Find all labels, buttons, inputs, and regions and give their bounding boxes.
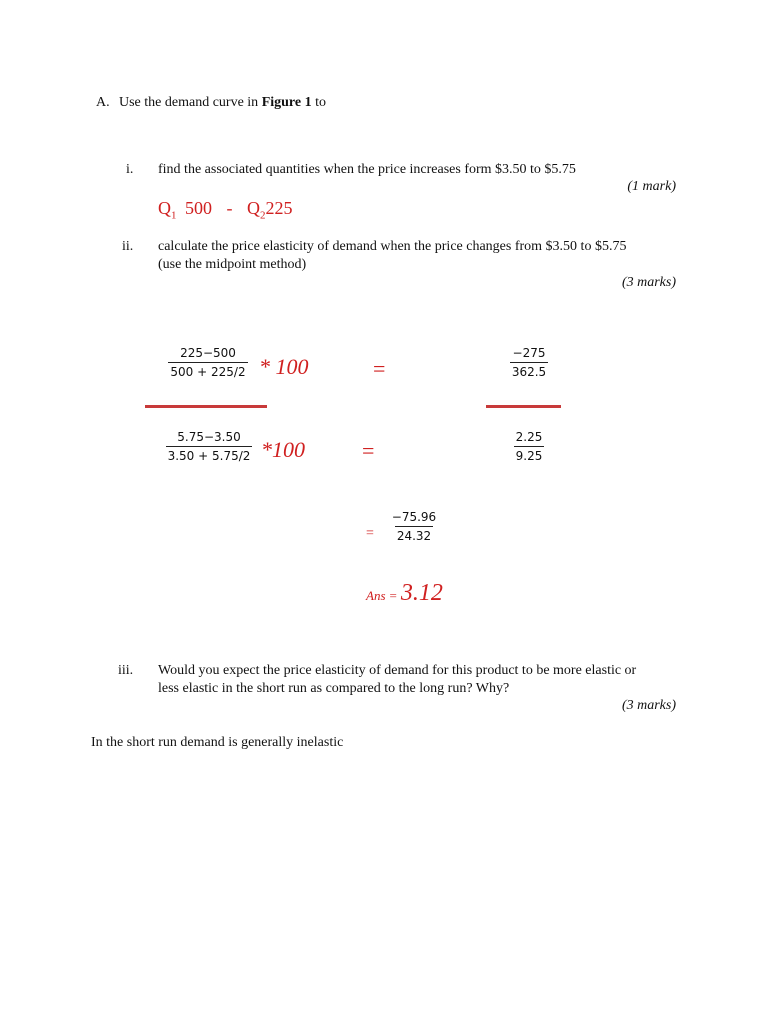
fraction-denominator: 362.5 [510,362,548,379]
intro-text-end: to [315,95,326,110]
part-iii-marks: (3 marks) [621,698,676,713]
part-iii-text-line1: Would you expect the price elasticity of demand for this product to be more elastic or [158,663,637,678]
fraction-quantity-change [166,346,250,379]
q2-label: Q [247,198,260,218]
fraction-quantity-result [506,346,552,379]
answer-value: 3.12 [400,580,443,606]
division-rule-left [145,405,267,408]
part-i-text: find the associated quantities when the price increases form $3.50 to $5.75 [158,162,576,177]
q1-subscript: 1 [171,209,177,222]
q2-subscript: 2 [260,209,266,222]
fraction-numerator: 5.75−3.50 [177,430,241,444]
answer-label: Ans [366,588,386,603]
fraction-denominator: 3.50 + 5.75/2 [166,446,253,463]
question-intro [119,95,326,111]
part-iii-text-line2: less elastic in the short run as compared to the long run? Why? [158,681,510,696]
part-ii-number: ii. [122,239,134,254]
fraction-denominator: 24.32 [395,526,433,543]
multiply-100-label: * 100 [259,354,309,379]
fraction-denominator: 500 + 225/2 [168,362,247,379]
fraction-price-result [510,430,548,463]
fraction-numerator: 2.25 [515,430,543,444]
answer-dash: - [226,198,233,218]
q1-value: 500 [185,198,212,218]
fraction-denominator: 9.25 [514,446,545,463]
equals-sign: = [362,438,375,463]
answer-equals: = [389,588,397,603]
question-letter: A. [96,95,110,110]
part-i-answer [158,198,293,222]
part-ii-text-line1: calculate the price elasticity of demand when the price changes from $3.50 to $5.75 [158,239,627,254]
part-i-number: i. [126,162,134,177]
division-rule-right [486,405,561,408]
part-ii-text-line2: (use the midpoint method) [158,257,307,272]
equals-sign: = [373,356,386,381]
part-i-marks: (1 mark) [627,179,676,194]
part-ii-marks: (3 marks) [621,275,676,290]
fraction-final [388,510,440,543]
equals-sign: = [366,526,374,541]
q2-value: 225 [265,198,293,218]
fraction-numerator: −275 [512,346,546,360]
fraction-price-change [164,430,254,463]
q1-label: Q [158,198,171,218]
part-iii-number: iii. [118,663,134,678]
fraction-numerator: 225−500 [180,346,236,360]
figure-reference: Figure 1 [261,95,312,110]
part-iii-answer: In the short run demand is generally inelastic [91,735,344,750]
multiply-100-label: *100 [261,437,305,462]
intro-text: Use the demand curve in [119,95,259,110]
elasticity-answer [366,580,443,607]
fraction-numerator: −75.96 [391,510,437,524]
